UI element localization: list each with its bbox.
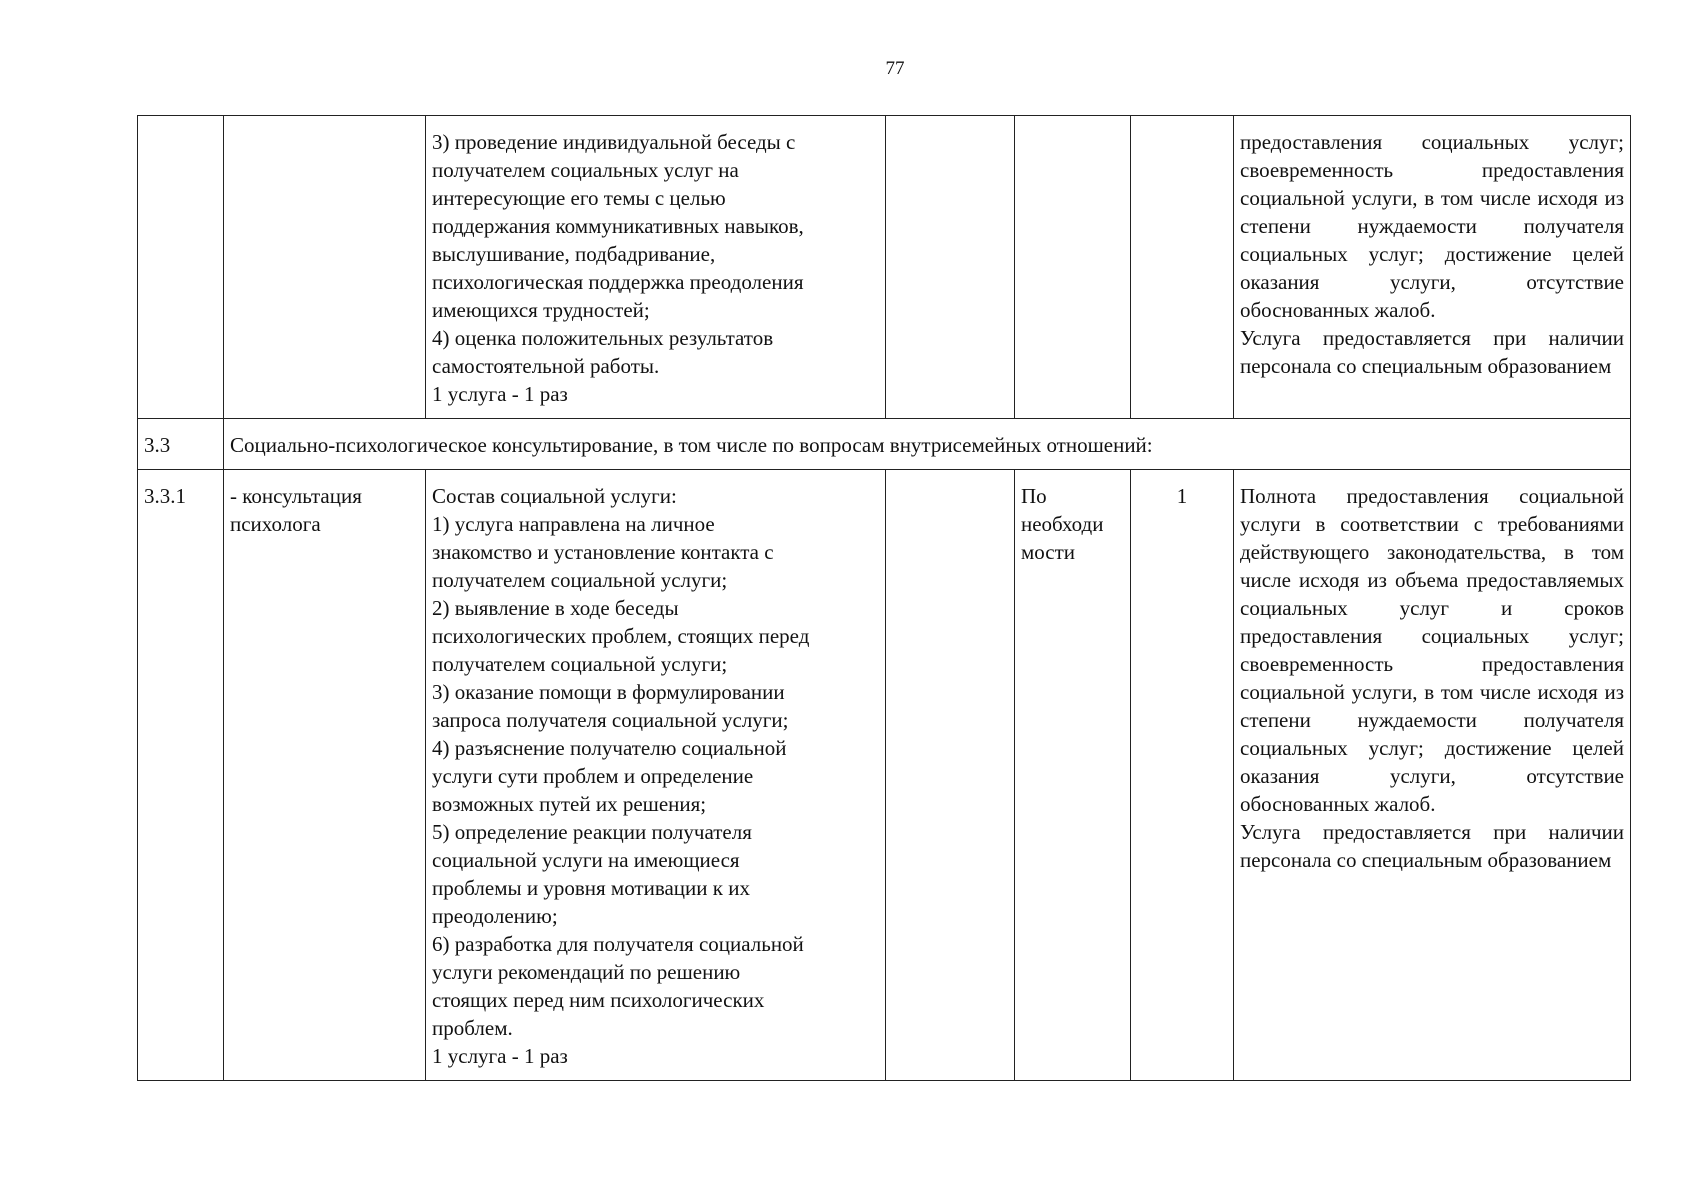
cell-empty-4 <box>886 470 1015 1081</box>
section-title: Социально-психологическое консультирование, в том числе по вопросам внутрисемейных отношений: <box>224 419 1631 470</box>
service-content: Состав социальной услуги: 1) услуга направлена на личное знакомство и установление контакта с получателем социальной услуги; 2) выявление в ходе беседы психологических проблем, стоящих перед получателем социальной услуги; 3) оказание помощи в формулировании запроса получателя социальной услуги; 4) разъяснение получателю социальной услуги сути проблем и определение возможных путей их решения; 5) определение реакции получателя социальной услуги на имеющиеся проблемы и уровня мотивации к их преодолению; 6) разработка для получателя социальной услуги рекомендаций по решению стоящих перед ним психологических проблем. 1 услуга - 1 раз <box>426 470 886 1081</box>
cell-empty-1 <box>886 116 1015 419</box>
table-row-continuation <box>138 116 1631 419</box>
service-term: По необходи мости <box>1015 470 1131 1081</box>
service-number: 3.3.1 <box>138 470 224 1081</box>
table-row-section <box>138 419 1631 470</box>
table-row-service <box>138 470 1631 1081</box>
cell-name-empty <box>224 116 426 419</box>
criteria-paragraph: предоставления социальных услуг; своевременность предоставления социальной услуги, в том числе исходя из степени нуждаемости получателя социальных услуг; достижение целей оказания услуги, отсутствие обоснованных жалоб. <box>1240 130 1624 322</box>
cell-service-content: 3) проведение индивидуальной беседы с получателем социальных услуг на интересующие его темы с целью поддержания коммуникативных навыков, выслушивание, подбадривание, психологическая поддержка преодоления имеющихся трудностей; 4) оценка положительных результатов самостоятельной работы. 1 услуга - 1 раз <box>426 116 886 419</box>
criteria-note: Услуга предоставляется при наличии персонала со специальным образованием <box>1240 326 1624 378</box>
service-quality-criteria <box>1234 470 1631 1081</box>
criteria-note: Услуга предоставляется при наличии персонала со специальным образованием <box>1240 820 1624 872</box>
page-number: 77 <box>885 58 905 79</box>
service-name: - консультация психолога <box>224 470 426 1081</box>
services-table <box>137 115 1631 1081</box>
cell-quality-criteria <box>1234 116 1631 419</box>
cell-empty-3 <box>1131 116 1234 419</box>
cell-number-empty <box>138 116 224 419</box>
section-number: 3.3 <box>138 419 224 470</box>
cell-empty-2 <box>1015 116 1131 419</box>
service-volume: 1 <box>1131 470 1234 1081</box>
criteria-paragraph: Полнота предоставления социальной услуги в соответствии с требованиями действующего законодательства, в том числе исходя из объема предоставляемых социальных услуг и сроков предоставления социальных услуг; своевременность предоставления социальной услуги, в том числе исходя из степени нуждаемости получателя социальных услуг; достижение целей оказания услуги, отсутствие обоснованных жалоб. <box>1240 484 1624 816</box>
